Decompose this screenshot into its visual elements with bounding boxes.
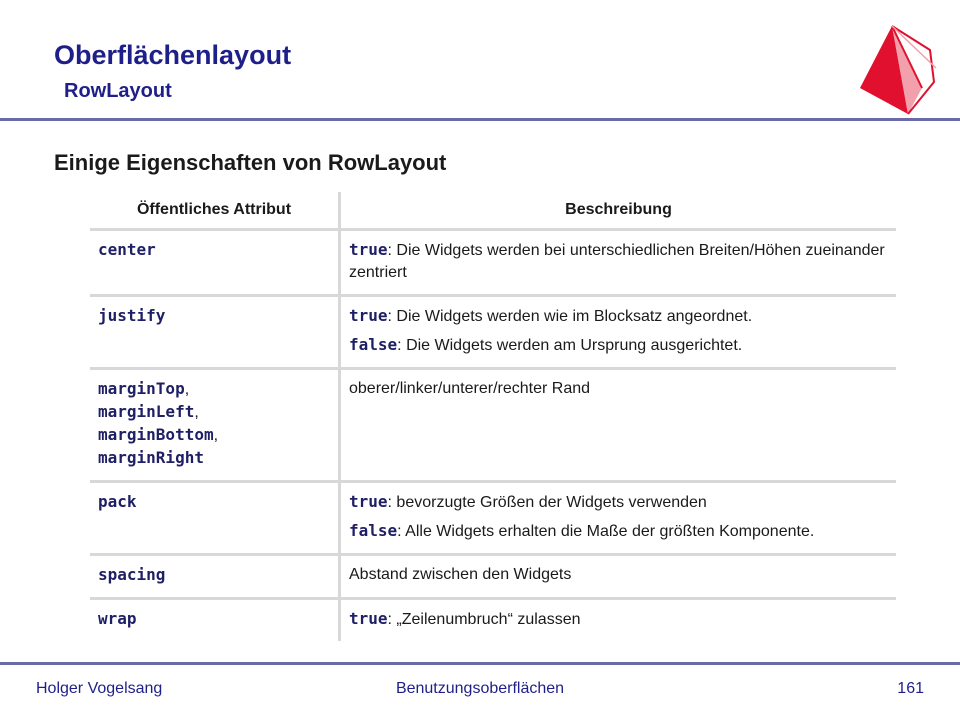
- attribute-cell: [90, 296, 340, 369]
- attribute-separator: ,: [194, 404, 199, 421]
- properties-table: [90, 192, 896, 641]
- attribute-cell: [90, 230, 340, 296]
- description-text: : Die Widgets werden wie im Blocksatz angeordnet.: [387, 308, 753, 325]
- attribute-name: [98, 564, 330, 587]
- description-cell: [340, 555, 897, 599]
- attribute-code: spacing: [98, 565, 166, 584]
- footer-course: Benutzungsoberflächen: [395, 680, 565, 697]
- description-cell: [340, 599, 897, 642]
- description-text: : Die Widgets werden am Ursprung ausgerichtet.: [397, 337, 743, 354]
- attribute-name: [98, 401, 330, 424]
- attribute-name: [98, 424, 330, 447]
- footer-page-number: 161: [897, 680, 924, 697]
- description-text: oberer/linker/unterer/rechter Rand: [349, 380, 591, 397]
- description-code: true: [349, 240, 388, 259]
- description-code: true: [349, 492, 388, 511]
- description-line: [349, 239, 888, 284]
- description-line: [349, 305, 888, 328]
- attribute-code: center: [98, 240, 156, 259]
- description-code: true: [349, 306, 388, 325]
- description-line: [349, 520, 888, 543]
- description-line: [349, 334, 888, 357]
- header-rule: [0, 118, 960, 121]
- description-cell: [340, 369, 897, 482]
- description-code: false: [349, 335, 398, 354]
- attribute-code: marginLeft: [98, 402, 195, 421]
- table-row: [90, 296, 896, 369]
- attribute-cell: [90, 369, 340, 482]
- attribute-separator: ,: [184, 381, 190, 398]
- attribute-cell: [90, 555, 340, 599]
- attribute-name: [98, 491, 330, 514]
- section-heading: Einige Eigenschaften von RowLayout: [54, 150, 447, 175]
- attribute-code: justify: [98, 306, 166, 325]
- attribute-code: pack: [98, 492, 137, 511]
- column-header-description: Beschreibung: [340, 192, 897, 230]
- attribute-code: marginTop: [98, 379, 185, 398]
- attribute-cell: [90, 599, 340, 642]
- description-text: : Die Widgets werden bei unterschiedlichen Breiten/Höhen zueinander zentriert: [349, 242, 885, 281]
- slide-subtitle: RowLayout: [64, 80, 172, 102]
- attribute-separator: ,: [213, 427, 219, 444]
- attribute-code: marginRight: [98, 448, 204, 467]
- description-cell: [340, 482, 897, 555]
- attribute-name: [98, 378, 330, 401]
- table-row: [90, 369, 896, 482]
- table-header-row: [90, 192, 896, 230]
- description-line: [349, 491, 888, 514]
- description-cell: [340, 296, 897, 369]
- description-code: true: [349, 609, 388, 628]
- attribute-name: [98, 608, 330, 631]
- description-line: [349, 564, 888, 586]
- description-line: [349, 608, 888, 631]
- description-text: Abstand zwischen den Widgets: [349, 566, 572, 583]
- attribute-code: wrap: [98, 609, 137, 628]
- footer-rule: [0, 662, 960, 665]
- table-row: [90, 599, 896, 642]
- slide-title: Oberflächenlayout: [54, 40, 292, 70]
- footer-author: Holger Vogelsang: [36, 680, 163, 697]
- table-row: [90, 555, 896, 599]
- attribute-name: [98, 305, 330, 328]
- attribute-name: [98, 447, 330, 470]
- red-pyramid-logo-icon: [850, 24, 946, 120]
- column-header-attribute: Öffentliches Attribut: [90, 192, 340, 230]
- attribute-code: marginBottom: [98, 425, 214, 444]
- description-text: : „Zeilenumbruch“ zulassen: [387, 611, 581, 628]
- description-text: : Alle Widgets erhalten die Maße der größten Komponente.: [397, 523, 815, 540]
- description-cell: [340, 230, 897, 296]
- table-row: [90, 230, 896, 296]
- attribute-name: [98, 239, 330, 262]
- description-line: [349, 378, 888, 400]
- table-row: [90, 482, 896, 555]
- attribute-cell: [90, 482, 340, 555]
- description-text: : bevorzugte Größen der Widgets verwenden: [387, 494, 707, 511]
- description-code: false: [349, 521, 398, 540]
